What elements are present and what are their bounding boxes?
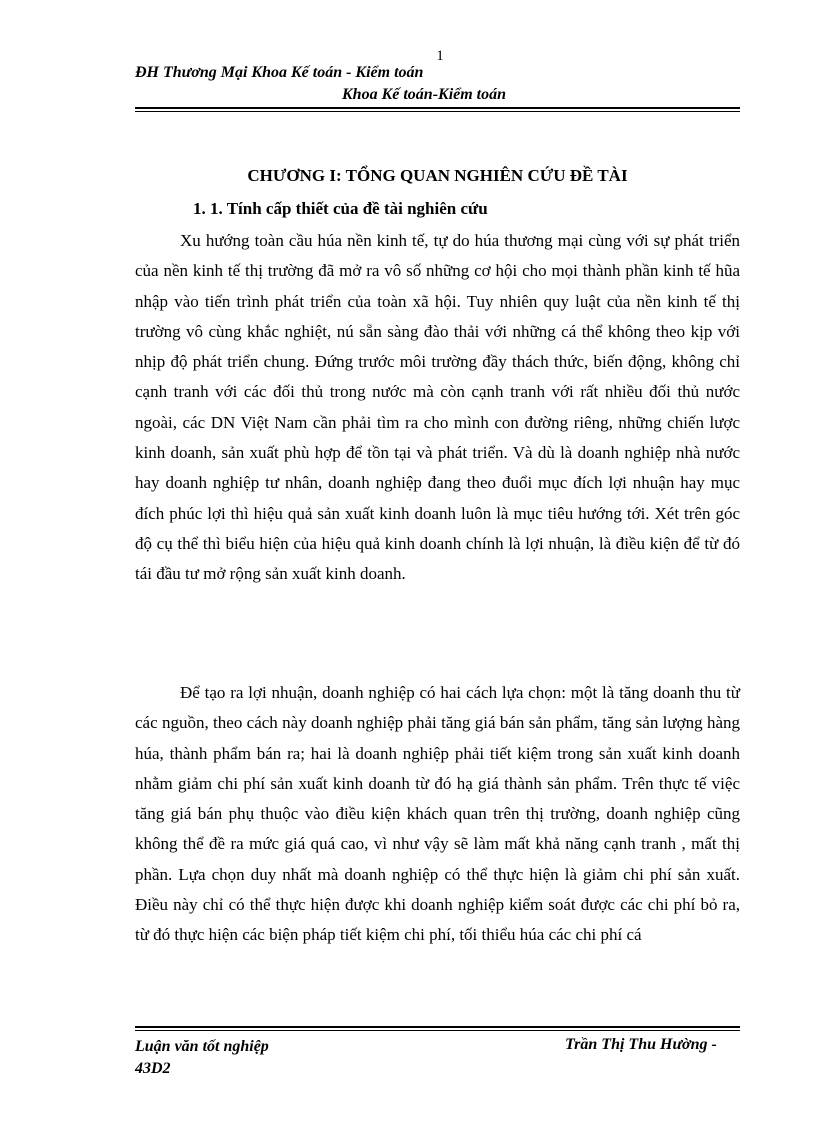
header-faculty: Khoa Kế toán-Kiểm toán: [342, 86, 507, 103]
footer-divider: [135, 1026, 740, 1031]
footer-thesis-title: Luận văn tốt nghiệp: [135, 1038, 269, 1055]
page-number: 1: [436, 48, 444, 64]
section-title: 1. 1. Tính cấp thiết của đề tài nghiên cứu: [193, 199, 488, 218]
header-divider: [135, 107, 740, 112]
body-paragraph-2: Để tạo ra lợi nhuận, doanh nghiệp có hai cách lựa chọn: một là tăng doanh thu từ các nguồn, theo cách này doanh nghiệp phải tăng giá bán sản phẩm, tăng sản lượng hàng húa, thành phẩm bán ra; hai là doanh nghiệp phải tiết kiệm trong sản xuất kinh doanh nhằm giảm chi phí sản xuất kinh doanh từ đó hạ giá thành sản phẩm. Trên thực tế việc tăng giá bán phụ thuộc vào điều kiện khách quan trên thị trường, doanh nghiệp cũng không thể đề ra mức giá quá cao, vì như vậy sẽ làm mất khả năng cạnh tranh , mất thị phần. Lựa chọn duy nhất mà doanh nghiệp có thể thực hiện là giảm chi phí sản xuất. Điều này chỉ có thể thực hiện được khi doanh nghiệp kiểm soát được các chi phí bỏ ra, từ đó thực hiện các biện pháp tiết kiệm chi phí, tối thiểu húa các chi phí cá: [135, 683, 740, 945]
footer-author: Trần Thị Thu Hường -: [565, 1036, 717, 1053]
body-paragraph-1: Xu hướng toàn cầu húa nền kinh tế, tự do húa thương mại cùng với sự phát triển của nền kinh tế thị trường đã mở ra vô số những cơ hội cho mọi thành phần kinh tế hũa nhập vào tiến trình phát triển của toàn xã hội. Tuy nhiên quy luật của nền kinh tế thị trường vô cùng khắc nghiệt, nú sẵn sàng đào thải với những cá thể không theo kịp với nhịp độ phát triển chung. Đứng trước môi trường đầy thách thức, biến động, không chỉ cạnh tranh với các đối thủ trong nước mà còn cạnh tranh với rất nhiều đối thủ nước ngoài, các DN Việt Nam cần phải tìm ra cho mình con đường riêng, những chiến lược kinh doanh, sản xuất phù hợp để tồn tại và phát triển. Và dù là doanh nghiệp nhà nước hay doanh nghiệp tư nhân, doanh nghiệp đang theo đuổi mục đích lợi nhuận hay mục đích phúc lợi thì hiệu quả sản xuất kinh doanh luôn là mục tiêu hướng tới. Xét trên góc độ cụ thể thì biểu hiện của hiệu quả kinh doanh chính là lợi nhuận, là điều kiện để từ đó tái đầu tư mở rộng sản xuất kinh doanh.: [135, 231, 740, 584]
footer-class-code: 43D2: [135, 1060, 171, 1077]
chapter-title: CHƯƠNG I: TỔNG QUAN NGHIÊN CỨU ĐỀ TÀI: [247, 166, 628, 185]
footer-thesis-label: [135, 1036, 269, 1080]
header-university: ĐH Thương Mại Khoa Kế toán - Kiểm toán: [135, 64, 424, 81]
